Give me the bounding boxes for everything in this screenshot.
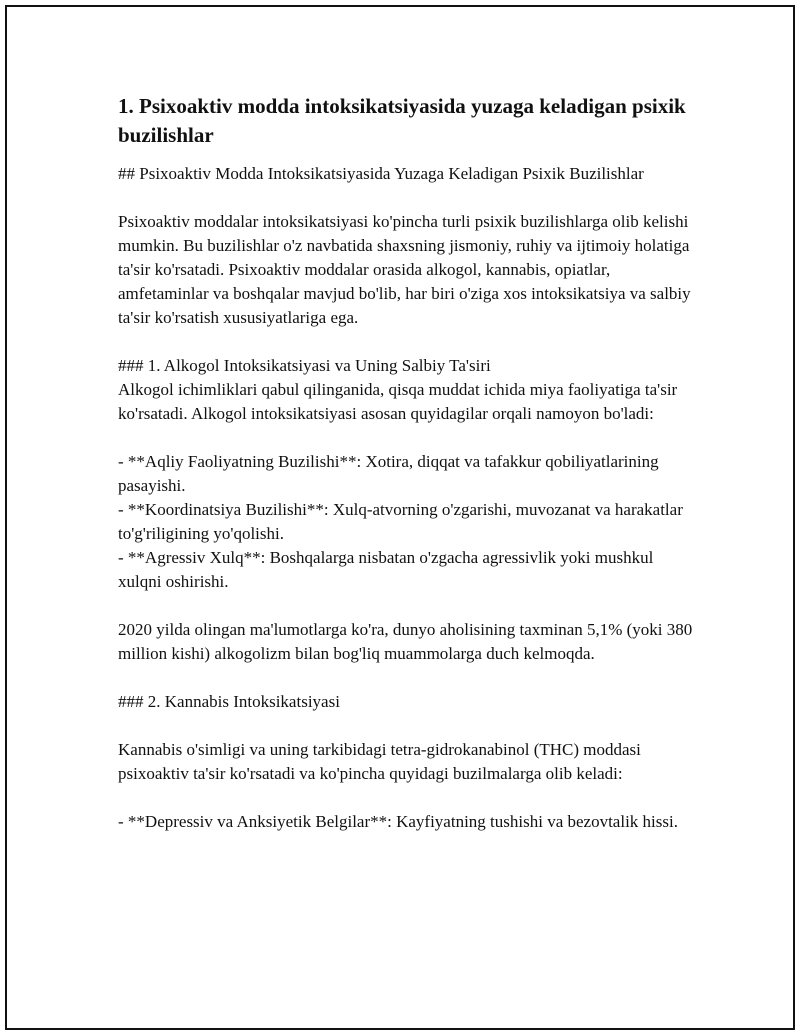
blank-line xyxy=(118,666,698,690)
list-item-depressive: - **Depressiv va Anksiyetik Belgilar**: Kayfiyatning tushishi va bezovtalik hissi. xyxy=(118,812,678,831)
cannabis-paragraph: Kannabis o'simligi va uning tarkibidagi tetra-gidrokanabinol (THC) moddasi psixoaktiv ta'sir ko'rsatadi va ko'pincha quyidagi buzilmalarga olib keladi: xyxy=(118,740,646,783)
statistics-paragraph: 2020 yilda olingan ma'lumotlarga ko'ra, dunyo aholisining taxminan 5,1% (yoki 380 million kishi) alkogolizm bilan bog'liq muammolarga duch kelmoqda. xyxy=(118,620,697,663)
blank-line xyxy=(118,594,698,618)
document-title: 1. Psixoaktiv modda intoksikatsiyasida yuzaga keladigan psixik buzilishlar xyxy=(118,94,686,147)
list-item-aggression: - **Agressiv Xulq**: Boshqalarga nisbatan o'zgacha agressivlik yoki mushkul xulqni oshirishi. xyxy=(118,548,658,591)
blank-line xyxy=(118,186,698,210)
list-item-coordination: - **Koordinatsiya Buzilishi**: Xulq-atvorning o'zgarishi, muvozanat va harakatlar to'g'riligining yo'qolishi. xyxy=(118,500,688,543)
blank-line xyxy=(118,426,698,450)
markdown-heading-main: ## Psixoaktiv Modda Intoksikatsiyasida Yuzaga Keladigan Psixik Buzilishlar xyxy=(118,164,644,183)
intro-paragraph: Psixoaktiv moddalar intoksikatsiyasi ko'pincha turli psixik buzilishlarga olib kelishi mumkin. Bu buzilishlar o'z navbatida shaxsning jismoniy, ruhiy va ijtimoiy holatiga ta'sir ko'rsatadi. Psixoaktiv moddalar orasida alkogol, kannabis, opiatlar, amfetaminlar va boshqalar mavjud bo'lib, har biri o'ziga xos intoksikatsiya va salbiy ta'sir ko'rsatish xususiyatlariga ega. xyxy=(118,212,695,327)
alcohol-paragraph: Alkogol ichimliklari qabul qilinganida, qisqa muddat ichida miya faoliyatiga ta'sir ko'rsatadi. Alkogol intoksikatsiyasi asosan quyidagilar orqali namoyon bo'ladi: xyxy=(118,380,682,423)
blank-line xyxy=(118,714,698,738)
section-heading-cannabis: ### 2. Kannabis Intoksikatsiyasi xyxy=(118,692,340,711)
blank-line xyxy=(118,786,698,810)
blank-line xyxy=(118,330,698,354)
list-item-cognitive: - **Aqliy Faoliyatning Buzilishi**: Xotira, diqqat va tafakkur qobiliyatlarining pasayishi. xyxy=(118,452,663,495)
section-heading-alcohol: ### 1. Alkogol Intoksikatsiyasi va Uning Salbiy Ta'siri xyxy=(118,356,491,375)
document-body xyxy=(118,92,698,834)
